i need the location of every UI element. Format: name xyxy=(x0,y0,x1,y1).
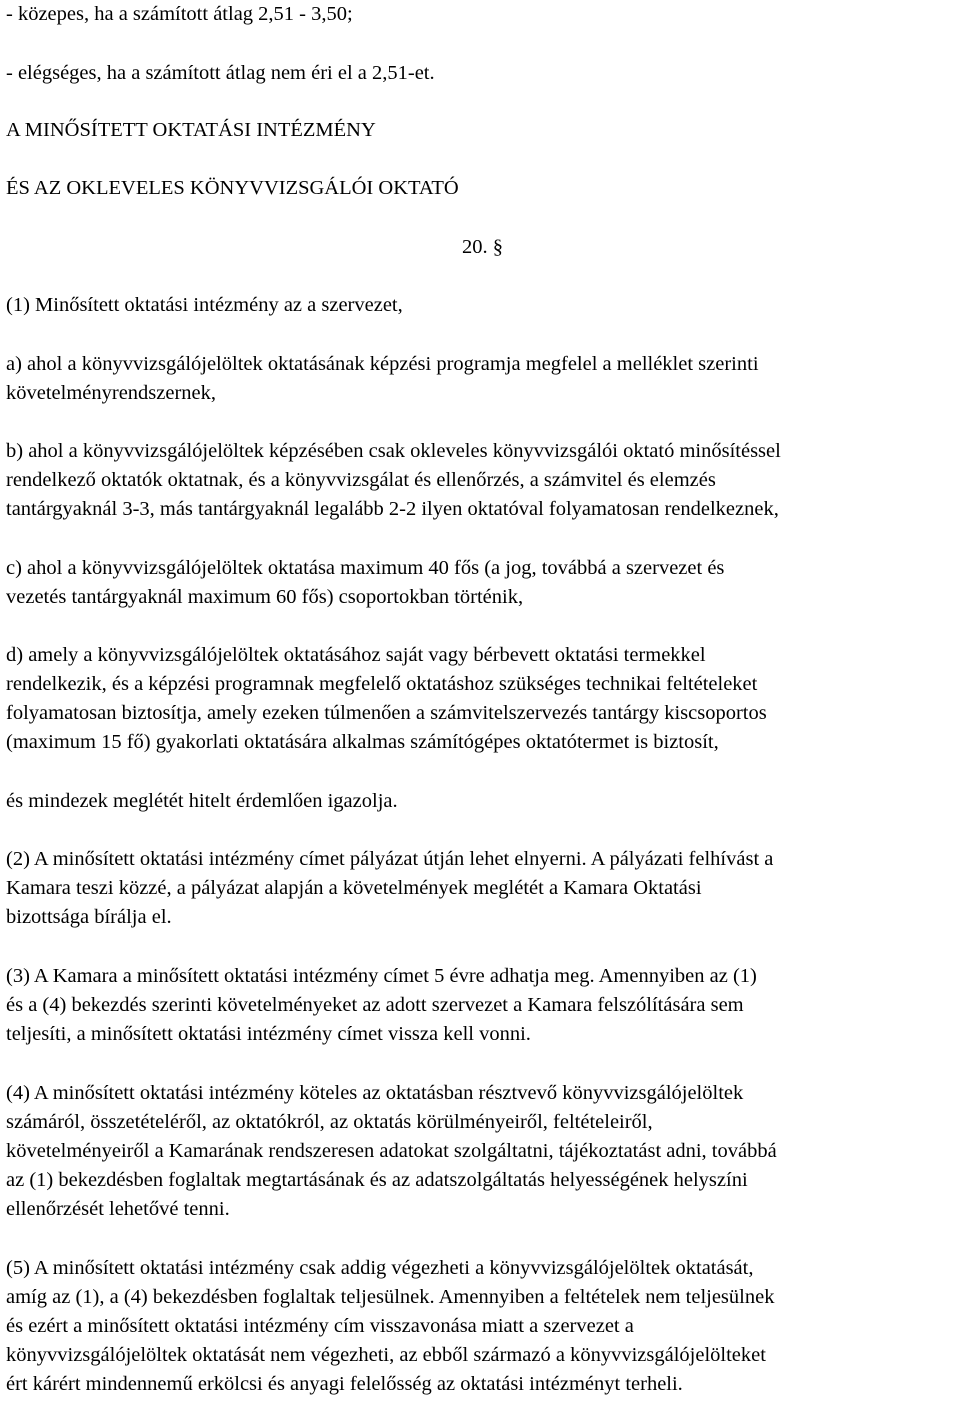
paragraph-3-line: teljesíti, a minősített oktatási intézmény címet vissza kell vonni. xyxy=(6,1023,531,1045)
paragraph-4-line: követelményeiről a Kamarának rendszeresen adatokat szolgáltatni, tájékoztatást adni, továbbá xyxy=(6,1140,777,1162)
item-c-line: c) ahol a könyvvizsgálójelöltek oktatása maximum 40 fős (a jog, továbbá a szervezet és xyxy=(6,557,725,579)
paragraph-4-line: számáról, összetételéről, az oktatókról, az oktatás körülményeiről, feltételeiről, xyxy=(6,1111,653,1133)
item-b-line: rendelkező oktatók oktatnak, és a könyvvizsgálat és ellenőrzés, a számvitel és elemzés xyxy=(6,469,716,491)
item-a-line: a) ahol a könyvvizsgálójelöltek oktatásának képzési programja megfelel a melléklet szerinti xyxy=(6,353,759,375)
grading-elegseges: - elégséges, ha a számított átlag nem éri el a 2,51-et. xyxy=(6,62,435,84)
paragraph-4-line: ellenőrzését lehetővé tenni. xyxy=(6,1198,230,1220)
item-d-line: d) amely a könyvvizsgálójelöltek oktatásához saját vagy bérbevett oktatási termekkel xyxy=(6,644,706,666)
paragraph-5-line: (5) A minősített oktatási intézmény csak addig végezheti a könyvvizsgálójelöltek oktatását, xyxy=(6,1257,754,1279)
paragraph-2-line: Kamara teszi közzé, a pályázat alapján a követelmények meglétét a Kamara Oktatási xyxy=(6,877,702,899)
item-c-line: vezetés tantárgyaknál maximum 60 fős) csoportokban történik, xyxy=(6,586,524,608)
paragraph-5-line: könyvvizsgálójelöltek oktatását nem végezheti, az ebből származó a könyvvizsgálójelölteket xyxy=(6,1344,766,1366)
section-number: 20. § xyxy=(462,236,503,258)
paragraph-2-line: (2) A minősített oktatási intézmény címet pályázat útján lehet elnyerni. A pályázati felhívást a xyxy=(6,848,774,870)
paragraph-5-line: amíg az (1), a (4) bekezdésben foglaltak teljesülnek. Amennyiben a feltételek nem teljesülnek xyxy=(6,1286,775,1308)
item-a-line: követelményrendszernek, xyxy=(6,382,217,404)
item-b-line: tantárgyaknál 3-3, más tantárgyaknál legalább 2-2 ilyen oktatóval folyamatosan rendelkeznek, xyxy=(6,498,779,520)
paragraph-3-line: és a (4) bekezdés szerinti követelményeket az adott szervezet a Kamara felszólítására sem xyxy=(6,994,744,1016)
item-d-line: (maximum 15 fő) gyakorlati oktatására alkalmas számítógépes oktatótermet is biztosít, xyxy=(6,731,719,753)
paragraph-5-line: ért kárért mindennemű erkölcsi és anyagi felelősség az oktatási intézményt terheli. xyxy=(6,1373,683,1395)
item-b-line: b) ahol a könyvvizsgálójelöltek képzésében csak okleveles könyvvizsgálói oktató minősítéssel xyxy=(6,440,781,462)
heading-line-2: ÉS AZ OKLEVELES KÖNYVVIZSGÁLÓI OKTATÓ xyxy=(6,177,459,199)
grading-kozepes: - közepes, ha a számított átlag 2,51 - 3,50; xyxy=(6,3,353,25)
heading-line-1: A MINŐSÍTETT OKTATÁSI INTÉZMÉNY xyxy=(6,119,376,141)
paragraph-3-line: (3) A Kamara a minősített oktatási intézmény címet 5 évre adhatja meg. Amennyiben az (1) xyxy=(6,965,757,987)
paragraph-5-line: és ezért a minősített oktatási intézmény cím visszavonása miatt a szervezet a xyxy=(6,1315,634,1337)
item-d-line: rendelkezik, és a képzési programnak megfelelő oktatáshoz szükséges technikai feltételeket xyxy=(6,673,758,695)
paragraph-2-line: bizottsága bírálja el. xyxy=(6,906,172,928)
item-d-line: folyamatosan biztosítja, amely ezeken túlmenően a számvitelszervezés tantárgy kiscsoportos xyxy=(6,702,767,724)
section-intro: (1) Minősített oktatási intézmény az a szervezet, xyxy=(6,294,403,316)
paragraph-4-line: (4) A minősített oktatási intézmény köteles az oktatásban résztvevő könyvvizsgálójelöltek xyxy=(6,1082,744,1104)
paragraph-4-line: az (1) bekezdésben foglaltak megtartásának és az adatszolgáltatás helyességének helyszíni xyxy=(6,1169,748,1191)
items-closing: és mindezek meglétét hitelt érdemlően igazolja. xyxy=(6,790,398,812)
